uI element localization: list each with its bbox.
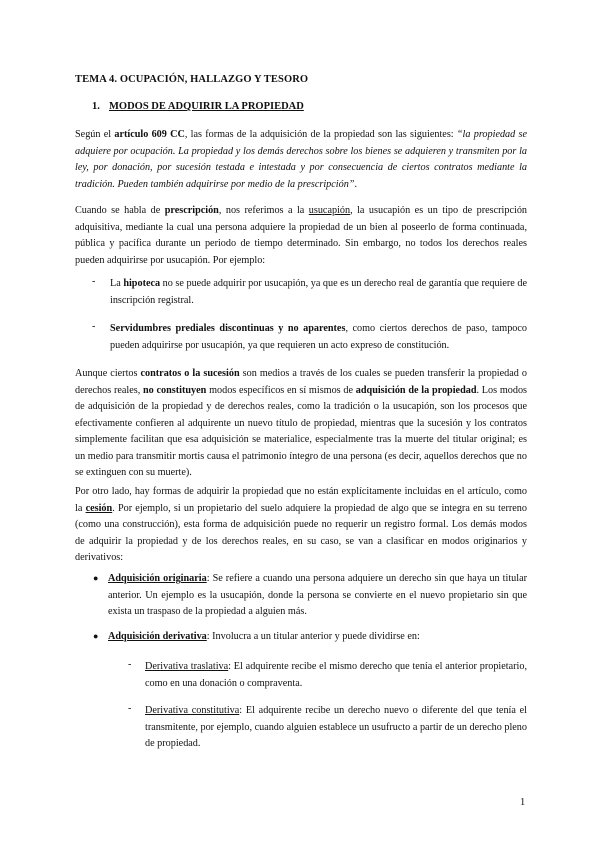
bold-run: artículo 609 CC (114, 129, 185, 140)
text-run: : El adquirente recibe el mismo derecho que tenía el anterior propietario, como en una donación o compraventa. (145, 661, 527, 689)
paragraph-prescripcion (75, 203, 527, 269)
bold-run: contratos o la sucesión (140, 368, 240, 379)
section-heading (92, 101, 304, 112)
text-run: Por otro lado, hay formas de adquirir la propiedad que no están explícitamente incluidas en el artículo, como la (75, 486, 527, 514)
bold-run: Servidumbres prediales discontinuas y no aparentes (110, 323, 346, 334)
paragraph-articulo-609 (75, 127, 527, 193)
bold-underlined-run: Adquisición originaria (108, 573, 207, 584)
text-run: , como ciertos derechos de paso, tampoco pueden adquirirse por usucapión, ya que requieren un acto expreso de constitución. (110, 323, 527, 351)
text-run: , las formas de la adquisición de la propiedad son las siguientes: (184, 129, 457, 140)
list-item-hipoteca (110, 276, 527, 309)
underlined-run: usucapión (308, 205, 351, 216)
list-dash: - (128, 659, 132, 670)
bold-run: prescripción (164, 205, 219, 216)
text-run: . Por ejemplo, si un propietario del suelo adquiere la propiedad de algo que se integra en su terreno (como una construcción), esta forma de adquisición puede no requerir un registro formal. Los demás modos de adquirir la propiedad y de los derechos reales, en su caso, se van a clasificar en modos originarios y derivativos: (75, 502, 527, 563)
section-number: 1. (92, 101, 100, 112)
bullet-icon: ● (93, 573, 99, 583)
paragraph-contratos-sucesion (75, 366, 527, 482)
list-item-adquisicion-originaria (108, 571, 527, 621)
list-dash: - (92, 321, 96, 332)
text-run: : El adquirente recibe un derecho nuevo o diferente del que tenía el transmitente, por ejemplo, cuando alguien establece un usufructo a partir de un derecho pleno de propiedad. (145, 705, 527, 749)
bold-run: no constituyen (143, 384, 207, 396)
bold-run: adquisición de la propiedad (355, 384, 477, 396)
text-run: . (354, 178, 358, 190)
text-run: , nos referimos a la (218, 205, 309, 216)
list-dash: - (128, 703, 132, 714)
text-run: : Se refiere a cuando una persona adquiere un derecho sin que haya un titular anterior. Un ejemplo es la usucapión, donde la persona se convierte en el nuevo propietario sin que exista un traspaso de la propiedad a alguien más. (108, 573, 528, 617)
list-item-adquisicion-derivativa (108, 629, 527, 646)
bold-underlined-run: cesión (85, 502, 113, 514)
text-run: . Los modos de adquisición de la propiedad y de derechos reales, como la tradición o la usucapión, son los procesos que efectivamente confieren al adquirente un nuevo título de propiedad, mientras que la sucesión y los contratos simplemente facilitan que esa adquisición se materialice, especialmente tras la muerte del titular original; es un medio para transmitir mortis causa el patrimonio íntegro de una persona (es decir, aquellos derechos que no se extinguen con su muerte). (75, 384, 528, 478)
text-run: : Involucra a un titular anterior y puede dividirse en: (206, 631, 420, 642)
underlined-run: Derivativa constitutiva (145, 705, 240, 716)
text-run: son medios a través de los cuales se pueden transferir la propiedad o derechos reales, (75, 368, 527, 396)
bold-run: hipoteca (123, 278, 161, 289)
list-item-derivativa-traslativa (145, 659, 527, 692)
quote-run: “la propiedad se adquiere por ocupación. La propiedad y los demás derechos sobre los bienes se adquieren y transmiten por la ley, por donación, por sucesión testada e intestada y por consecuencia de ciertos contratos mediante la tradición. Pueden también adquirirse por medio de la prescripción” (75, 129, 528, 190)
document-title: TEMA 4. OCUPACIÓN, HALLAZGO Y TESORO (75, 74, 309, 85)
list-dash: - (92, 276, 96, 287)
list-item-derivativa-constitutiva (145, 703, 527, 753)
text-run: modos específicos en sí mismos de (206, 384, 356, 396)
page-number: 1 (520, 797, 526, 808)
bullet-icon: ● (93, 631, 99, 641)
section-heading-text: MODOS DE ADQUIRIR LA PROPIEDAD (109, 101, 304, 112)
paragraph-cesion (75, 484, 527, 567)
text-run: La (110, 278, 124, 289)
text-run: no se puede adquirir por usucapión, ya que es un derecho real de garantía que requiere de inscripción registral. (110, 278, 527, 306)
list-item-servidumbres (110, 321, 527, 354)
text-run: Según el (75, 129, 115, 140)
text-run: Aunque ciertos (75, 368, 141, 379)
bold-underlined-run: Adquisición derivativa (108, 631, 207, 642)
text-run: Cuando se habla de (75, 205, 165, 216)
text-run: , la usucapión es un tipo de prescripción adquisitiva, mediante la cual una persona adquiere la propiedad de un bien al poseerlo de forma continuada, pública y pacífica durante un periodo de tiempo determinado. Sin embargo, no todos los derechos reales pueden adquirirse por usucapión. Por ejemplo: (75, 205, 528, 266)
underlined-run: Derivativa traslativa (145, 661, 229, 672)
